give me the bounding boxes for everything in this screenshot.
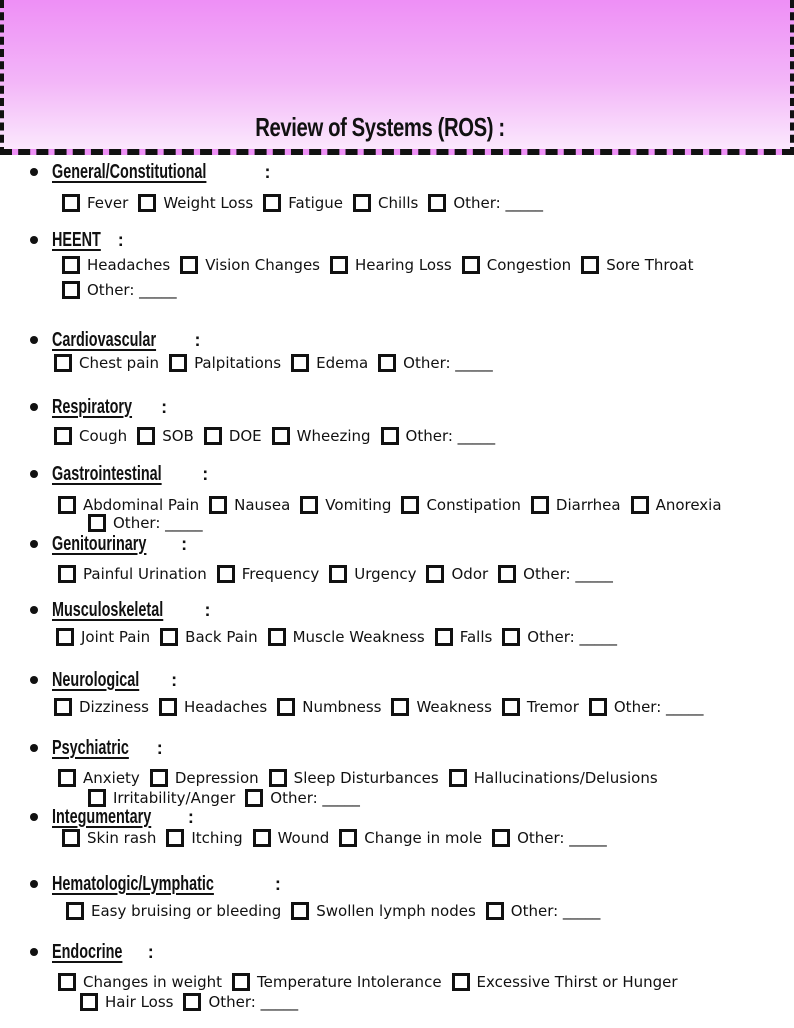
option-row [62,192,543,214]
section-heading [30,462,208,486]
option[interactable] [217,565,320,583]
option-row [62,254,694,276]
option-label: Skin rash [87,829,157,847]
bullet-icon [30,403,38,411]
option[interactable] [58,565,207,583]
option[interactable] [66,902,281,920]
section-colon: : [156,737,163,758]
bullet-icon [30,744,38,752]
checkbox[interactable] [54,698,72,716]
checkbox[interactable] [330,256,348,274]
option-label: Sore Throat [606,256,694,274]
option[interactable] [137,427,194,445]
option-label: Hair Loss [105,993,174,1011]
checkbox[interactable] [54,354,72,372]
option[interactable] [58,769,140,787]
option-label: Odor [451,565,489,583]
bullet-icon [30,470,38,478]
option[interactable] [268,628,425,646]
section-title: Genitourinary [52,532,147,555]
checkbox[interactable] [204,427,222,445]
option-label: Other: _____ [87,281,177,299]
option-label: Palpitations [194,354,282,372]
checkbox[interactable] [531,496,549,514]
option-row [80,991,298,1013]
option[interactable] [502,698,579,716]
section-heading [30,872,281,896]
option-label: Other: _____ [208,993,299,1011]
section-title: Psychiatric [52,736,129,759]
checkbox[interactable] [452,973,470,991]
option-row [56,626,617,648]
option-label: Other: _____ [510,902,601,920]
option-label: Chest pain [79,354,160,372]
section-heading [30,328,201,352]
option-label: Other: _____ [403,354,493,372]
section-heading [30,736,163,760]
option-label: Cough [79,427,128,445]
bullet-icon [30,880,38,888]
option[interactable] [159,698,267,716]
bullet-icon [30,813,38,821]
option-label: Easy bruising or bleeding [91,902,282,920]
section-title: HEENT [52,228,101,251]
option-label: Hallucinations/Delusions [473,769,658,787]
section-heading [30,940,154,964]
checkbox[interactable] [291,902,309,920]
option[interactable] [232,973,442,991]
option-label: Painful Urination [83,565,207,583]
option-row [54,696,704,718]
checkbox[interactable] [62,194,80,212]
option[interactable] [62,829,156,847]
checkbox[interactable] [449,769,467,787]
checkbox[interactable] [58,496,76,514]
checkbox[interactable] [435,628,453,646]
option[interactable] [401,496,520,514]
checkbox[interactable] [486,902,504,920]
checkbox[interactable] [58,565,76,583]
option[interactable] [88,514,203,532]
option-label: Fever [87,194,129,212]
option[interactable] [54,698,149,716]
option-row [58,971,678,993]
checkbox[interactable] [138,194,156,212]
option-label: Numbness [302,698,382,716]
section-colon: : [274,873,281,894]
checkbox[interactable] [263,194,281,212]
option[interactable] [277,698,381,716]
option[interactable] [378,354,493,372]
option[interactable] [291,902,476,920]
checkbox[interactable] [329,565,347,583]
checkbox[interactable] [66,902,84,920]
option-label: Excessive Thirst or Hunger [476,973,678,991]
section-colon: : [194,329,201,350]
checkbox[interactable] [54,427,72,445]
option[interactable] [381,427,496,445]
option[interactable] [263,194,343,212]
section-heading [30,805,194,829]
option-row [58,563,613,585]
option[interactable] [54,427,127,445]
section-title: Hematologic/Lymphatic [52,872,214,895]
section-colon: : [117,229,124,250]
option-label: Headaches [87,256,171,274]
option[interactable] [462,256,571,274]
checkbox[interactable] [62,281,80,299]
option-label: Change in mole [364,829,483,847]
option[interactable] [56,628,150,646]
section-title: Neurological [52,668,140,691]
checkbox[interactable] [498,565,516,583]
option-label: Vision Changes [205,256,320,274]
bullet-icon [30,676,38,684]
option-label: Back Pain [185,628,258,646]
option[interactable] [272,427,371,445]
section-title: Respiratory [52,395,133,418]
checkbox[interactable] [137,427,155,445]
option-label: Other: _____ [527,628,617,646]
section-heading [30,532,187,556]
option[interactable] [452,973,678,991]
option-label: Chills [378,194,419,212]
option[interactable] [502,628,617,646]
checkbox[interactable] [462,256,480,274]
checkbox[interactable] [159,698,177,716]
option-label: Swollen lymph nodes [316,902,476,920]
option-label: Other: _____ [517,829,607,847]
checkbox[interactable] [245,789,263,807]
option-label: Weight Loss [163,194,254,212]
checkbox[interactable] [150,769,168,787]
option[interactable] [339,829,482,847]
option[interactable] [166,829,242,847]
checkbox[interactable] [62,829,80,847]
option[interactable] [183,993,298,1011]
option[interactable] [62,256,170,274]
option-label: Other: _____ [113,514,203,532]
bullet-icon [30,168,38,176]
option-label: Temperature Intolerance [257,973,442,991]
checkbox[interactable] [353,194,371,212]
option-label: Urgency [354,565,417,583]
checkbox[interactable] [401,496,419,514]
option[interactable] [631,496,722,514]
checkbox[interactable] [502,628,520,646]
option[interactable] [391,698,491,716]
option-row [62,827,607,849]
checkbox[interactable] [428,194,446,212]
option[interactable] [62,281,177,299]
option-label: Wound [277,829,330,847]
checkbox[interactable] [426,565,444,583]
checkbox[interactable] [58,973,76,991]
option[interactable] [291,354,368,372]
section-colon: : [171,669,178,690]
bullet-icon [30,236,38,244]
section-colon: : [147,941,154,962]
checkbox[interactable] [502,698,520,716]
option[interactable] [329,565,416,583]
checkbox[interactable] [391,698,409,716]
section-title: Musculoskeletal [52,598,164,621]
option-label: Irritability/Anger [113,789,236,807]
checkbox[interactable] [272,427,290,445]
section-heading [30,598,211,622]
option[interactable] [531,496,621,514]
option-label: Joint Pain [81,628,151,646]
option[interactable] [428,194,543,212]
option-label: DOE [228,427,262,445]
option[interactable] [80,993,173,1011]
option-label: Depression [174,769,259,787]
option-label: Anorexia [655,496,722,514]
option-label: Other: _____ [453,194,543,212]
option[interactable] [253,829,330,847]
option[interactable] [498,565,613,583]
checkbox[interactable] [209,496,227,514]
bullet-icon [30,948,38,956]
option[interactable] [435,628,493,646]
checkbox[interactable] [56,628,74,646]
section-heading [30,228,124,252]
section-colon: : [264,161,271,182]
checkbox[interactable] [589,698,607,716]
option-label: Weakness [416,698,492,716]
option-label: Tremor [526,698,579,716]
option-label: Congestion [486,256,572,274]
option-label: Fatigue [288,194,343,212]
option[interactable] [62,194,128,212]
section-colon: : [202,463,209,484]
option-label: Muscle Weakness [292,628,425,646]
checkbox[interactable] [88,514,106,532]
option-row [66,900,600,922]
section-heading [30,160,270,184]
option-row [88,512,203,534]
option-label: Wheezing [296,427,371,445]
checkbox[interactable] [268,628,286,646]
checkbox[interactable] [291,354,309,372]
option-label: Abdominal Pain [83,496,200,514]
checkbox[interactable] [217,565,235,583]
section-title: Gastrointestinal [52,462,162,485]
option[interactable] [150,769,259,787]
option[interactable] [330,256,452,274]
option[interactable] [492,829,607,847]
option[interactable] [589,698,704,716]
option-label: Other: _____ [270,789,360,807]
checkbox[interactable] [269,769,287,787]
option-row [62,279,177,301]
option-label: Itching [191,829,243,847]
option[interactable] [426,565,488,583]
option-label: Vomiting [325,496,392,514]
option[interactable] [269,769,439,787]
checkbox[interactable] [180,256,198,274]
section-title: General/Constitutional [52,160,207,183]
option[interactable] [581,256,693,274]
option-label: Headaches [184,698,268,716]
option-label: Edema [316,354,369,372]
section-colon: : [187,806,194,827]
option-label: Other: _____ [405,427,496,445]
section-heading [30,668,177,692]
checkbox[interactable] [581,256,599,274]
checkbox[interactable] [381,427,399,445]
bullet-icon [30,336,38,344]
checkbox[interactable] [339,829,357,847]
option-label: Falls [459,628,493,646]
option-row [58,767,658,789]
option[interactable] [138,194,253,212]
option[interactable] [245,789,360,807]
section-colon: : [161,396,168,417]
checkbox[interactable] [58,769,76,787]
checkbox[interactable] [492,829,510,847]
option-label: Anxiety [83,769,140,787]
section-heading [30,395,167,419]
option[interactable] [160,628,257,646]
option[interactable] [209,496,290,514]
checkbox[interactable] [169,354,187,372]
option[interactable] [300,496,391,514]
option[interactable] [486,902,601,920]
option-label: Frequency [241,565,320,583]
section-title: Integumentary [52,805,152,828]
option[interactable] [449,769,658,787]
checkbox[interactable] [277,698,295,716]
checkbox[interactable] [253,829,271,847]
option[interactable] [204,427,262,445]
checkbox[interactable] [160,628,178,646]
section-colon: : [181,533,188,554]
bullet-icon [30,540,38,548]
checkbox[interactable] [232,973,250,991]
option[interactable] [353,194,418,212]
page-title: Review of Systems (ROS) : [255,112,505,142]
option-label: Other: _____ [523,565,613,583]
option[interactable] [180,256,320,274]
option-label: Sleep Disturbances [293,769,439,787]
option-label: SOB [162,427,194,445]
section-title: Cardiovascular [52,328,157,351]
checkbox[interactable] [183,993,201,1011]
option-label: Changes in weight [83,973,223,991]
option-label: Hearing Loss [355,256,452,274]
bullet-icon [30,606,38,614]
checkbox[interactable] [62,256,80,274]
option-label: Nausea [234,496,291,514]
section-title: Endocrine [52,940,123,963]
checkbox[interactable] [166,829,184,847]
option-row [54,352,493,374]
checkbox[interactable] [80,993,98,1011]
option[interactable] [58,973,222,991]
option-label: Dizziness [79,698,149,716]
option-row [54,425,495,447]
option-label: Diarrhea [555,496,621,514]
checkbox[interactable] [300,496,318,514]
option-label: Other: _____ [613,698,704,716]
checkbox[interactable] [378,354,396,372]
checkbox[interactable] [631,496,649,514]
option[interactable] [169,354,281,372]
section-colon: : [204,599,211,620]
option[interactable] [54,354,159,372]
option-label: Constipation [426,496,521,514]
